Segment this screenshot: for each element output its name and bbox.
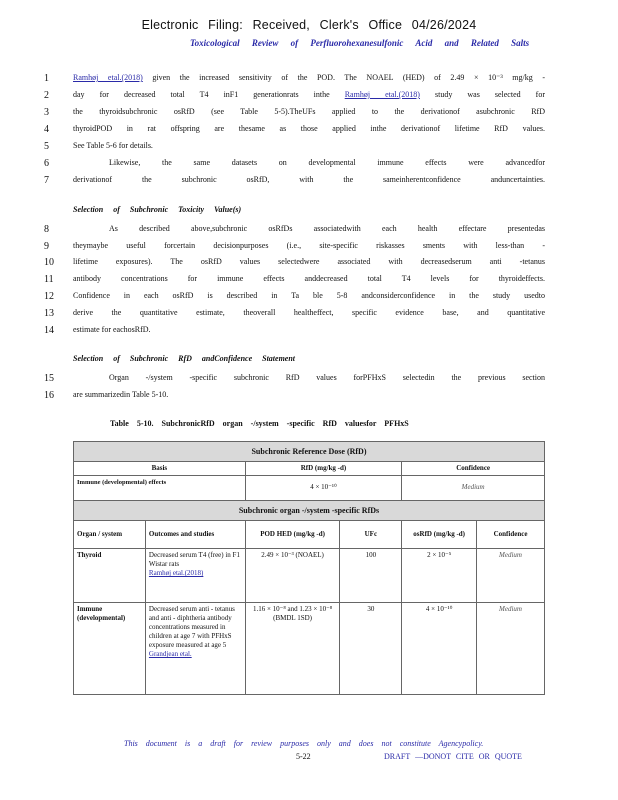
line-number: 8 bbox=[44, 224, 49, 235]
osrfd-cell: 4 × 10⁻¹⁰ bbox=[402, 603, 477, 695]
uf-cell: 100 bbox=[340, 549, 402, 603]
citation-link[interactable]: Ramhøj etal.(2018) bbox=[73, 73, 143, 82]
pod-cell: 1.16 × 10⁻⁸ and 1.23 × 10⁻⁸ (BMDL 1SD) bbox=[245, 603, 340, 695]
col-header-uf: UFc bbox=[340, 521, 402, 549]
body-line: Organ -/system -specific subchronic RfD values forPFHxS selectedin the previous section bbox=[109, 373, 545, 382]
table-band-organ-specific: Subchronic organ -/system -specific RfDs bbox=[74, 501, 545, 521]
body-line: thyroidPOD in rat offspring are thesame as those applied inthe derivationof lifetime RfD values. bbox=[73, 124, 545, 133]
draft-disclaimer: This document is a draft for review purposes only and does not constitute Agencypolicy. bbox=[124, 739, 484, 748]
confidence-cell: Medium bbox=[477, 549, 545, 603]
outcome-cell: Decreased serum T4 (free) in F1 Wistar rats Ramhøj etal.(2018) bbox=[145, 549, 245, 603]
section-heading: Selection of Subchronic Toxicity Value(s) bbox=[73, 205, 242, 214]
body-line: are summarizedin Table 5-10. bbox=[73, 390, 169, 399]
line-number: 6 bbox=[44, 158, 49, 169]
body-line: Ramhøj etal.(2018) given the increased sensitivity of the POD. The NOAEL (HED) of 2.49 × 10⁻³ mg/kg - bbox=[73, 73, 545, 82]
confidence-cell: Medium bbox=[477, 603, 545, 695]
body-line: antibody concentrations for immune effects anddecreased total T4 levels for thyroideffects. bbox=[73, 274, 545, 283]
col-header-rfd: RfD (mg/kg -d) bbox=[245, 462, 402, 476]
line-number: 7 bbox=[44, 175, 49, 186]
col-header-organ: Organ / system bbox=[74, 521, 146, 549]
line-number: 15 bbox=[44, 373, 54, 384]
line-number: 3 bbox=[44, 107, 49, 118]
body-line: derivationof the subchronic osRfD, with the sameinherentconfidence anduncertainties. bbox=[73, 175, 545, 184]
col-header-basis: Basis bbox=[74, 462, 246, 476]
line-number: 11 bbox=[44, 274, 54, 285]
body-line: theymaybe useful forcertain decisionpurposes (i.e., site-specific riskasses sments with less-than - bbox=[73, 241, 545, 250]
line-number: 5 bbox=[44, 141, 49, 152]
rfd-value-cell: 4 × 10⁻¹⁰ bbox=[245, 476, 402, 501]
line-number: 4 bbox=[44, 124, 49, 135]
line-number: 16 bbox=[44, 390, 54, 401]
organ-cell: Thyroid bbox=[74, 549, 146, 603]
rfd-table bbox=[73, 441, 545, 695]
body-line: See Table 5-6 for details. bbox=[73, 141, 153, 150]
body-line: derive the quantitative estimate, theoverall healtheffect, specific evidence base, and quantitative bbox=[73, 308, 545, 317]
col-header-pod: POD HED (mg/kg -d) bbox=[245, 521, 340, 549]
section-heading: Selection of Subchronic RfD andConfidence Statement bbox=[73, 354, 296, 363]
col-header-confidence: Confidence bbox=[402, 462, 545, 476]
body-line: As described above,subchronic osRfDs associatedwith each health effectare presentedas bbox=[109, 224, 545, 233]
table-row bbox=[74, 549, 545, 603]
basis-cell: Immune (developmental) effects bbox=[74, 476, 246, 501]
body-line: Confidence in each osRfD is described in Ta ble 5-8 andconsiderconfidence in the study usedto bbox=[73, 291, 545, 300]
table-caption: Table 5-10. SubchronicRfD organ -/system -specific RfD valuesfor PFHxS bbox=[110, 419, 409, 428]
running-title: Toxicological Review of Perfluorohexanesulfonic Acid and Related Salts bbox=[190, 38, 530, 48]
line-number: 14 bbox=[44, 325, 54, 336]
line-number: 2 bbox=[44, 90, 49, 101]
osrfd-cell: 2 × 10⁻⁵ bbox=[402, 549, 477, 603]
body-line: estimate for eachosRfD. bbox=[73, 325, 151, 334]
line-number: 10 bbox=[44, 257, 54, 268]
line-number: 12 bbox=[44, 291, 54, 302]
line-number: 1 bbox=[44, 73, 49, 84]
col-header-outcomes: Outcomes and studies bbox=[145, 521, 245, 549]
pod-cell: 2.49 × 10⁻³ (NOAEL) bbox=[245, 549, 340, 603]
page-number: 5-22 bbox=[296, 752, 311, 761]
body-line: lifetime exposures). The osRfD values selectedwere associated with decreasedserum anti -tetanus bbox=[73, 257, 545, 266]
body-line: Likewise, the same datasets on developmental immune effects were advancedfor bbox=[109, 158, 545, 167]
outcome-cell: Decreased serum anti - tetanus and anti - diphtheria antibody concentrations measured in children at age 7 with PFHxS exposure measured at age 5 Grandjean etal. bbox=[145, 603, 245, 695]
line-number: 9 bbox=[44, 241, 49, 252]
citation-link[interactable]: Grandjean etal. bbox=[148, 650, 192, 658]
col-header-confidence-2: Confidence bbox=[477, 521, 545, 549]
organ-cell: Immune (developmental) bbox=[74, 603, 146, 695]
filing-stamp: Electronic Filing: Received, Clerk's Office 04/26/2024 bbox=[141, 18, 477, 32]
col-header-osrfd: osRfD (mg/kg -d) bbox=[402, 521, 477, 549]
body-line: day for decreased total T4 inF1 generationrats inthe Ramhøj etal.(2018) study was selected for bbox=[73, 90, 545, 99]
draft-notice: DRAFT —DONOT CITE OR QUOTE bbox=[384, 752, 522, 761]
table-row bbox=[74, 603, 545, 695]
body-line: the thyroidsubchronic osRfD (see Table 5-5).TheUFs applied to the derivationof asubchronic RfD bbox=[73, 107, 545, 116]
confidence-cell: Medium bbox=[402, 476, 545, 501]
table-band-reference-dose: Subchronic Reference Dose (RfD) bbox=[74, 442, 545, 462]
line-number: 13 bbox=[44, 308, 54, 319]
citation-link[interactable]: Ramhøj etal.(2018) bbox=[344, 90, 420, 99]
citation-link[interactable]: Ramhøj etal.(2018) bbox=[148, 569, 204, 577]
uf-cell: 30 bbox=[340, 603, 402, 695]
